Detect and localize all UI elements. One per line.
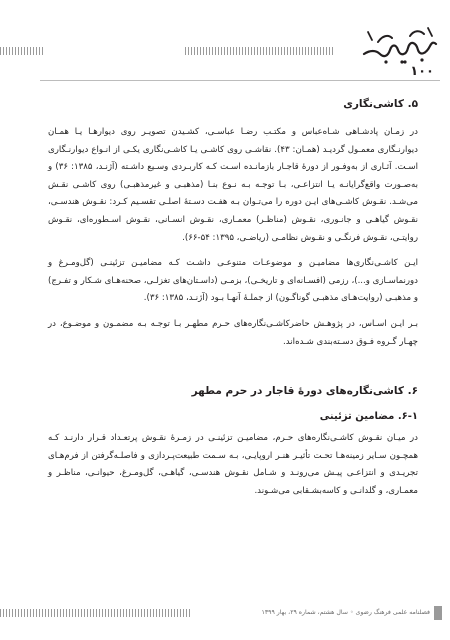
section-5-heading: ۵. کاشی‌نگاری <box>343 98 418 110</box>
section-6-1-heading: ۶-۱. مضامین تزئینی <box>319 411 418 423</box>
header-tick-pattern-left <box>0 47 44 55</box>
page-footer <box>0 606 450 620</box>
article-body <box>48 98 418 509</box>
journal-logo <box>358 20 440 68</box>
footer-citation: فصلنامه علمی فرهنگ رضوی ◦ سال هشتم، شماره ۲۹، بهار ۱۳۹۹ <box>261 609 430 616</box>
header-tick-pattern-center <box>185 47 335 55</box>
header-divider <box>40 80 440 81</box>
section-5-paragraph-3: بـر ایـن اسـاس، در پژوهـش حاضرکاشـی‌نگاره‌های حـرم مطهـر بـا توجـه بـه مضمـون و موضـوع، در چهـار گـروه فـوق دسـته‌بندی شـده‌اند. <box>48 318 418 347</box>
section-6-1-paragraph-1: در میـان نقـوش کاشـی‌نگاره‌های حـرم، مضامیـن تزئینـی در زمـرۀ نقـوش پرتعـداد قـرار دارنـد کـه همچـون سـایر زمینه‌هـا تحـت تأثیـر هنـر اروپایـی، بـه سـمت طبیعت‌پـردازی و فاصلـه‌گرفتن از فرم‌هـای تجریـدی و انتزاعـی پیـش می‌رونـد و شـامل نقـوش هندسـی، گیاهـی، گل‌ومـرغ، حیوانـی، مناظـر و معمـاری، و گلدانـی و کاسه‌بشـقابی می‌شـوند. <box>48 433 418 496</box>
section-5-paragraph-2: ایـن کاشـی‌نگاری‌ها مضامیـن و موضوعـات متنوعـی داشـت کـه مضامیـن تزئینـی (گل‌ومـرغ و دورنماسـازی و...)، رزمی (افسـانه‌ای و تاریخـی)، بزمـی (داسـتان‌های تغزلـی، صحنه‌هـای شـکار و تفـرج) و مذهبـی (روایت‌هـای مذهبـی گوناگـون) از جملـۀ آنهـا بـود (آژنـد، ۱۳۸۵: ۳۶). <box>48 258 418 304</box>
page-number: ۱۰۰ <box>410 64 434 79</box>
footer-marker-bar <box>434 606 442 620</box>
section-6-heading: ۶. کاشی‌نگاره‌های دورۀ قاجار در حرم مطهر <box>191 385 418 398</box>
footer-tick-pattern <box>0 609 190 617</box>
section-5-paragraph-1: در زمـان پادشـاهی شـاه‌عباس و مکتـب رضـا عباسـی، کشـیدن تصویـر روی دیوارهـا یـا همـان دیوارنـگاری معمـول گردیـد (همـان: ۴۳). نقاشـی روی کاشـی یـا کاشـی‌نگاری یکـی از انـواع دیوارنـگاری اسـت. آثـاری از به‌وفـور از دورۀ قاجـار بازمانـده اسـت کـه کاربـردی وسـیع داشـته (آژنـد، ۱۳۸۵: ۳۶) و به‌صـورت واقع‌گرایانـه یـا انتزاعـی، بـا توجـه بـه نـوع بنـا (مذهبـی و غیرمذهبـی) روی کاشـی نقـش می‌شـد. نقـوش کاشـی‌های ایـن دوره را می‌تـوان بـه هفـت دسـتۀ اصلـی تقسـیم کـرد: نقـوش هندسـی، نقـوش گیاهـی و جانـوری، نقـوش (مناظـر) معمـاری، نقـوش انسـانی، نقـوش اسـطوره‌ای، نقـوش روایتـی، نقـوش فرنگـی و نقـوش نظامـی (ریاضـی، ۱۳۹۵: ۵۴-۶۶). <box>48 127 419 243</box>
